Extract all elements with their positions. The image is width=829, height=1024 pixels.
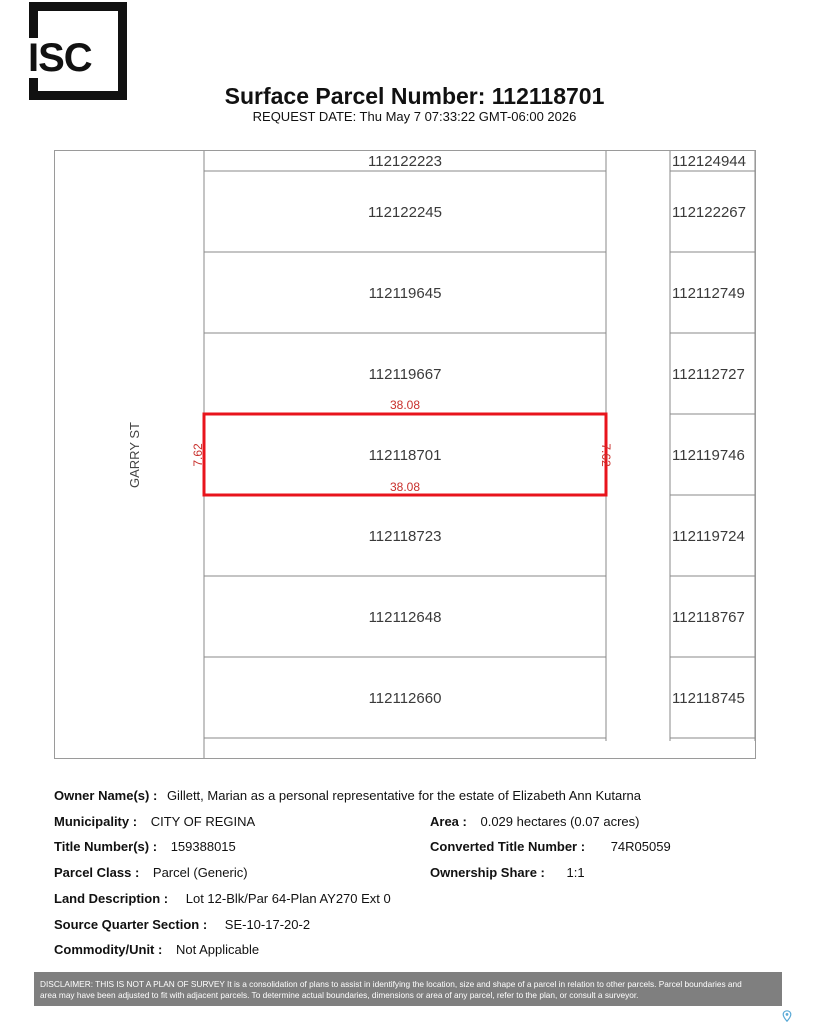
converted-title-row: [430, 839, 671, 855]
title-number-label: Title Number(s) :: [54, 839, 158, 854]
parcel-class-label: Parcel Class :: [54, 865, 140, 880]
page-title: Surface Parcel Number: 112118701: [224, 83, 605, 109]
parcel-label: 112118723: [368, 528, 442, 545]
source-quarter-label: Source Quarter Section :: [54, 917, 208, 932]
municipality-value: CITY OF REGINA: [150, 814, 256, 829]
ownership-share-label: Ownership Share :: [430, 865, 545, 880]
converted-title-value: 74R05059: [610, 839, 671, 854]
adjacent-parcel-label: 112124944: [672, 153, 746, 170]
parcel-label: 112122245: [368, 204, 442, 221]
ownership-share-value: 1:1: [566, 865, 585, 880]
disclaimer-line-2: area may have been adjusted to fit with adjacent parcels. To determine actual boundaries, dimensions or area of any parcel, refer to the plan, or consult a surveyor.: [40, 990, 639, 1000]
parcel-label: 112112660: [368, 690, 442, 707]
adjacent-parcel-label: 112112727: [672, 366, 745, 383]
title-number-row: [54, 839, 236, 855]
parcel-map: [54, 150, 756, 759]
disclaimer-line-1: DISCLAIMER: THIS IS NOT A PLAN OF SURVEY It is a consolidation of plans to assist in identifying the location, size and shape of a parcel in relation to other parcels. Parcel boundaries and: [40, 979, 742, 989]
owner-row: [54, 788, 641, 804]
street-label: GARRY ST: [127, 422, 142, 488]
adjacent-parcel-label: 112119724: [672, 528, 745, 545]
logo-text: ISC: [26, 38, 104, 78]
source-quarter-value: SE-10-17-20-2: [224, 917, 311, 932]
area-value: 0.029 hectares (0.07 acres): [480, 814, 640, 829]
commodity-row: [54, 942, 259, 958]
converted-title-label: Converted Title Number :: [430, 839, 586, 854]
dimension-right-label: 7.62: [599, 443, 613, 467]
parcel-class-row: [54, 865, 248, 881]
dimension-top-label: 38.08: [389, 398, 421, 412]
disclaimer-banner: [34, 972, 782, 1006]
request-date: REQUEST DATE: Thu May 7 07:33:22 GMT-06:00 2026: [252, 109, 577, 124]
adjacent-parcel-label: 112119746: [672, 447, 745, 464]
area-label: Area :: [430, 814, 467, 829]
adjacent-parcel-label: 112122267: [672, 204, 746, 221]
owner-label: Owner Name(s) :: [54, 788, 158, 803]
adjacent-parcel-label: 112112749: [672, 285, 745, 302]
ownership-share-row: [430, 865, 585, 881]
adjacent-parcel-label: 112118767: [672, 609, 745, 626]
municipality-row: [54, 814, 255, 830]
commodity-label: Commodity/Unit :: [54, 942, 163, 957]
map-pin-icon: [782, 1010, 792, 1022]
parcel-label: 112122223: [368, 153, 442, 170]
dimension-bottom-label: 38.08: [389, 480, 421, 494]
parcel-class-value: Parcel (Generic): [152, 865, 248, 880]
parcel-label: 112112648: [368, 609, 442, 626]
parcel-map-drawing: [55, 151, 756, 759]
land-description-label: Land Description :: [54, 891, 169, 906]
source-quarter-row: [54, 917, 310, 933]
owner-value: Gillett, Marian as a personal representative for the estate of Elizabeth Ann Kutarna: [166, 788, 641, 803]
area-row: [430, 814, 639, 830]
land-description-row: [54, 891, 391, 907]
commodity-value: Not Applicable: [175, 942, 260, 957]
municipality-label: Municipality :: [54, 814, 138, 829]
subject-parcel-label: 112118701: [368, 447, 442, 464]
adjacent-parcel-label: 112118745: [672, 690, 745, 707]
parcel-label: 112119667: [368, 366, 442, 383]
dimension-left-label: 7.62: [191, 443, 205, 467]
parcel-label: 112119645: [368, 285, 442, 302]
title-number-value: 159388015: [170, 839, 236, 854]
land-description-value: Lot 12-Blk/Par 64-Plan AY270 Ext 0: [185, 891, 391, 906]
